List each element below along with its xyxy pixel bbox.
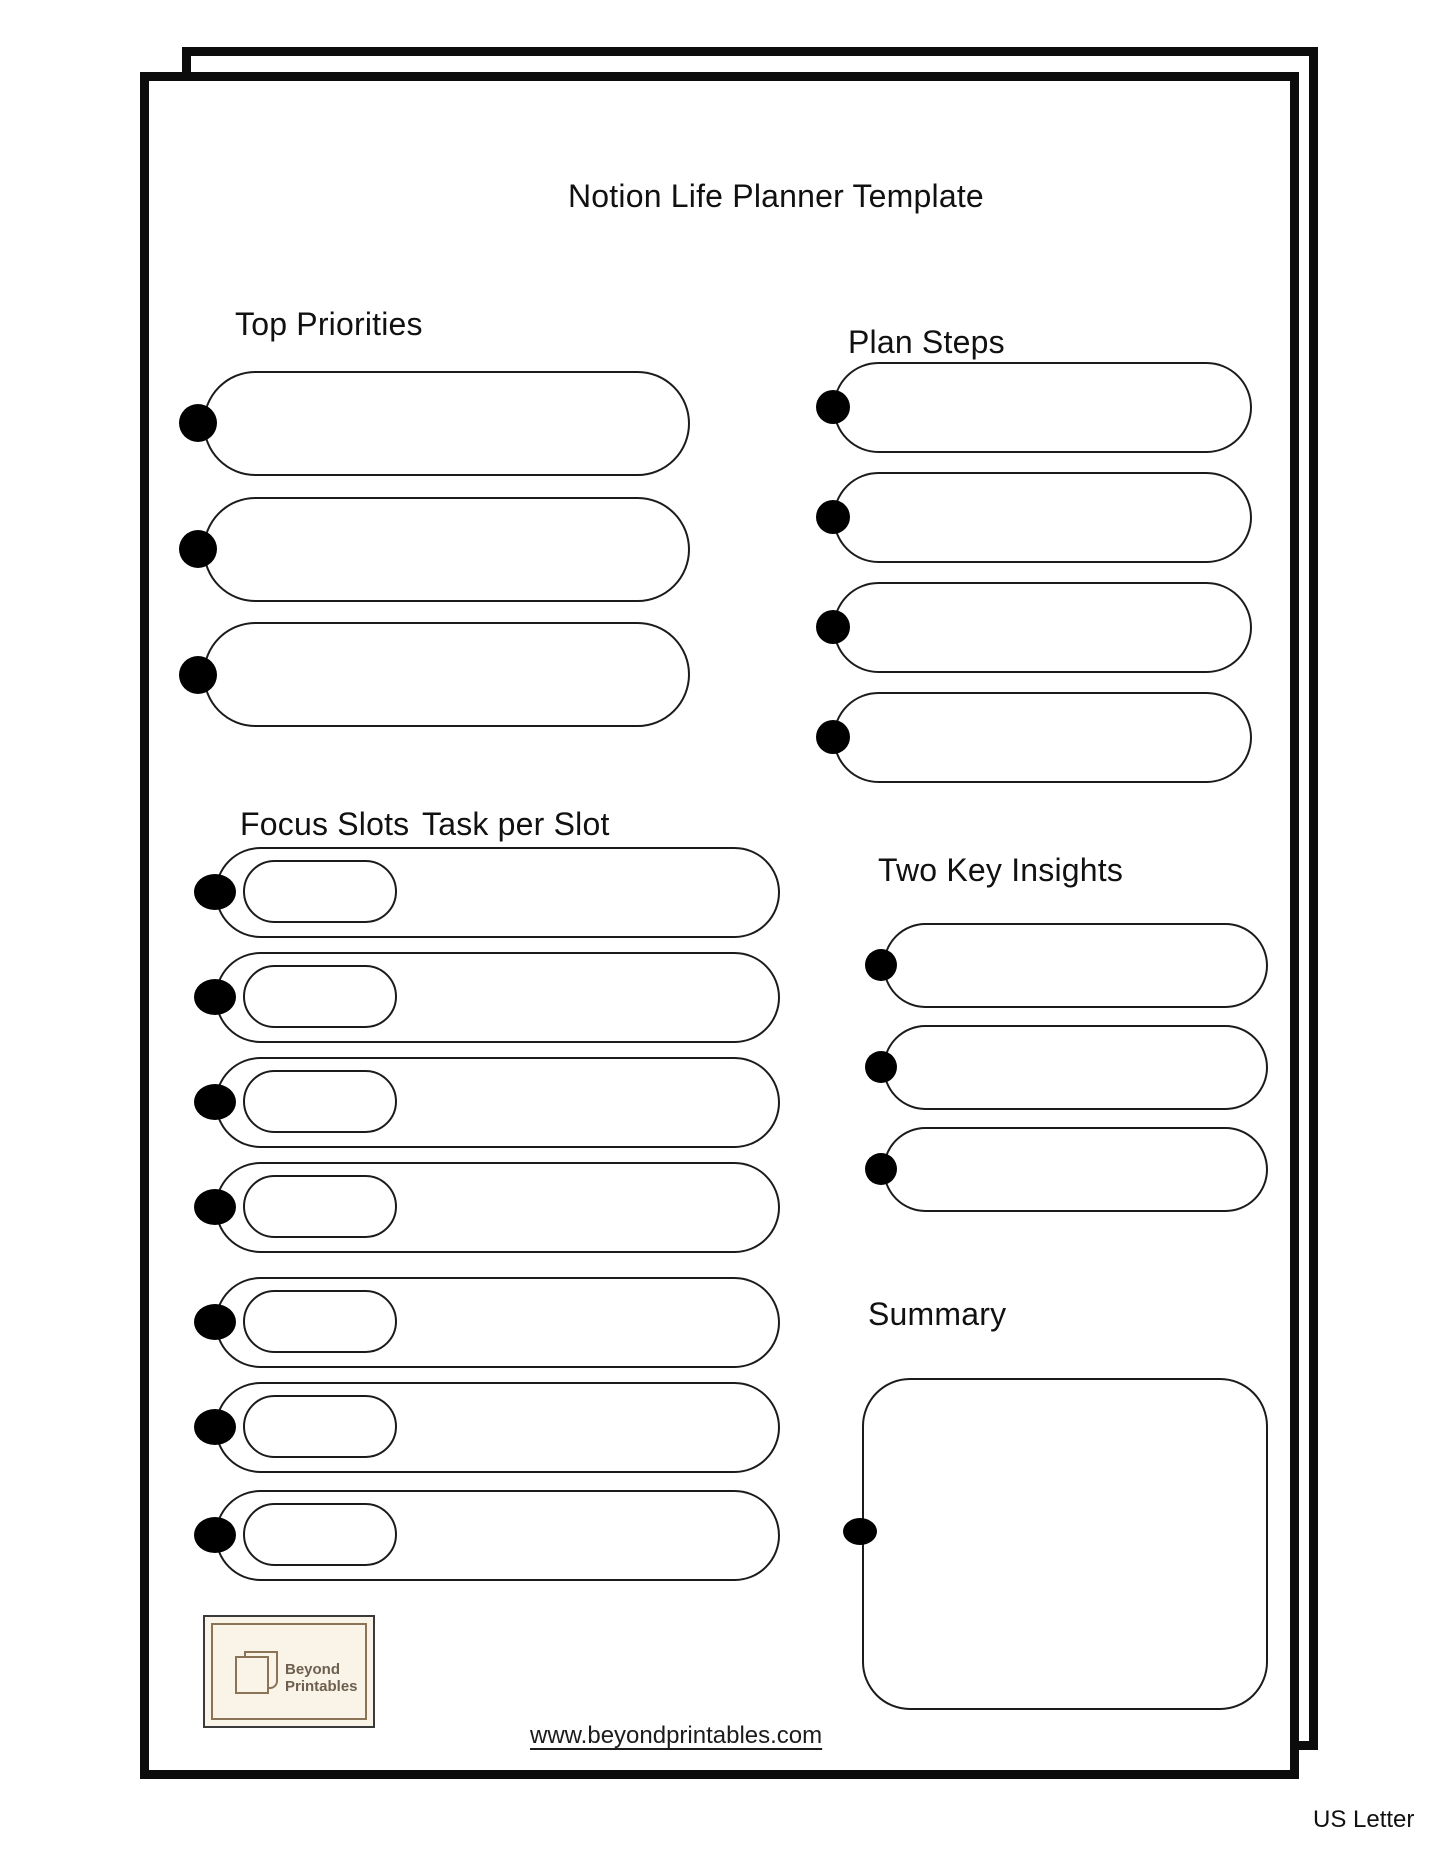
task-per-slot-heading: Task per Slot bbox=[422, 806, 610, 842]
bullet-dot-icon bbox=[816, 500, 850, 534]
insight-field[interactable] bbox=[883, 1127, 1268, 1212]
task-chip-field[interactable] bbox=[243, 860, 397, 923]
bullet-dot-icon bbox=[194, 874, 236, 910]
bullet-dot-icon bbox=[816, 610, 850, 644]
insight-field[interactable] bbox=[883, 923, 1268, 1008]
summary-heading: Summary bbox=[868, 1296, 1007, 1332]
top-priority-field[interactable] bbox=[203, 371, 690, 476]
brand-logo bbox=[203, 1615, 375, 1728]
plan-steps-heading: Plan Steps bbox=[848, 324, 1005, 360]
page-size-label: US Letter bbox=[1313, 1806, 1415, 1833]
logo-wordmark bbox=[285, 1661, 358, 1695]
summary-field[interactable] bbox=[862, 1378, 1268, 1710]
task-chip-field[interactable] bbox=[243, 1290, 397, 1353]
stacked-pages-icon bbox=[235, 1651, 281, 1699]
plan-step-field[interactable] bbox=[833, 472, 1252, 563]
bullet-dot-icon bbox=[194, 1189, 236, 1225]
bullet-dot-icon bbox=[194, 979, 236, 1015]
bullet-dot-icon bbox=[179, 404, 217, 442]
task-chip-field[interactable] bbox=[243, 1395, 397, 1458]
bullet-dot-icon bbox=[865, 1051, 897, 1083]
bullet-dot-icon bbox=[194, 1084, 236, 1120]
top-priority-field[interactable] bbox=[203, 497, 690, 602]
plan-step-field[interactable] bbox=[833, 692, 1252, 783]
bullet-dot-icon bbox=[179, 656, 217, 694]
bullet-dot-icon bbox=[816, 720, 850, 754]
two-key-insights-heading: Two Key Insights bbox=[878, 852, 1124, 888]
bullet-dot-icon bbox=[194, 1409, 236, 1445]
focus-slots-heading: Focus Slots bbox=[240, 806, 410, 842]
bullet-dot-icon bbox=[843, 1518, 877, 1545]
bullet-dot-icon bbox=[194, 1304, 236, 1340]
website-link[interactable]: www.beyondprintables.com bbox=[530, 1722, 823, 1749]
insight-field[interactable] bbox=[883, 1025, 1268, 1110]
bullet-dot-icon bbox=[865, 1153, 897, 1185]
plan-step-field[interactable] bbox=[833, 362, 1252, 453]
plan-step-field[interactable] bbox=[833, 582, 1252, 673]
bullet-dot-icon bbox=[179, 530, 217, 568]
page-title: Notion Life Planner Template bbox=[568, 178, 984, 214]
task-chip-field[interactable] bbox=[243, 1175, 397, 1238]
top-priority-field[interactable] bbox=[203, 622, 690, 727]
top-priorities-heading: Top Priorities bbox=[235, 306, 423, 342]
logo-line1: Beyond bbox=[285, 1661, 341, 1678]
bullet-dot-icon bbox=[194, 1517, 236, 1553]
task-chip-field[interactable] bbox=[243, 1503, 397, 1566]
task-chip-field[interactable] bbox=[243, 1070, 397, 1133]
bullet-dot-icon bbox=[865, 949, 897, 981]
logo-line2: Printables bbox=[285, 1678, 358, 1695]
bullet-dot-icon bbox=[816, 390, 850, 424]
task-chip-field[interactable] bbox=[243, 965, 397, 1028]
